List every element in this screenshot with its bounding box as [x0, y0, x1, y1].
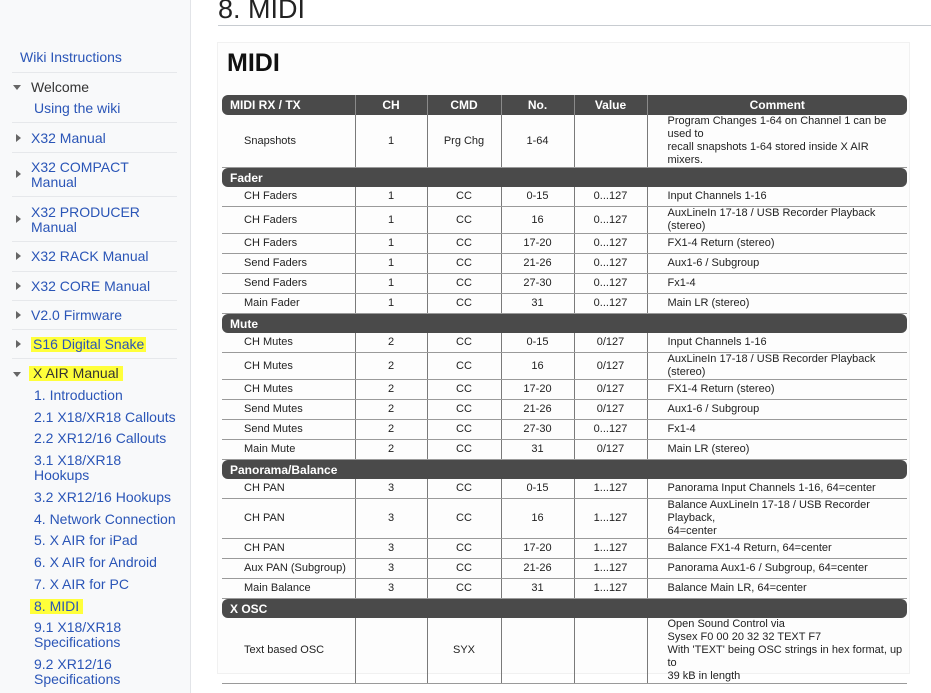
cell-no: 31: [501, 440, 574, 460]
midi-table: [222, 95, 907, 684]
cell-no: 16: [501, 207, 574, 234]
cell-ch: 2: [355, 353, 427, 380]
sidebar-link-xair-midi[interactable]: 8. MIDI: [30, 599, 83, 614]
cell-cmd: SYX: [427, 618, 501, 684]
cell-no: 0-15: [501, 333, 574, 353]
cell-ch: 3: [355, 479, 427, 499]
cell-name: Aux PAN (Subgroup): [222, 559, 355, 579]
cell-cmd: CC: [427, 187, 501, 207]
cell-cmd: CC: [427, 420, 501, 440]
cell-comment: [647, 115, 907, 168]
cell-ch: 2: [355, 333, 427, 353]
sidebar-link-xair-spec-x18[interactable]: 9.1 X18/XR18: [34, 619, 122, 635]
table-row: [222, 420, 907, 440]
table-header-row: [222, 95, 907, 115]
cell-value: 1...127: [574, 579, 647, 599]
col-header-no: No.: [501, 95, 574, 115]
expand-right-icon[interactable]: [16, 282, 21, 290]
table-row: [222, 207, 907, 234]
cell-no: 31: [501, 579, 574, 599]
cell-comment: Fx1-4: [647, 420, 907, 440]
cell-no: 31: [501, 294, 574, 314]
comment-line: Open Sound Control via: [667, 618, 785, 630]
cell-name: Send Mutes: [222, 420, 355, 440]
cell-comment: Balance FX1-4 Return, 64=center: [647, 539, 907, 559]
comment-line: recall snapshots 1-64 stored inside X AIR mixers.: [667, 141, 869, 166]
cell-value: 0/127: [574, 380, 647, 400]
cell-value: 0...127: [574, 274, 647, 294]
cell-comment: Balance Main LR, 64=center: [647, 579, 907, 599]
cell-value: 0...127: [574, 234, 647, 254]
col-header-value: Value: [574, 95, 647, 115]
sidebar-divider: [12, 241, 177, 242]
cell-cmd: CC: [427, 294, 501, 314]
table-row: [222, 294, 907, 314]
cell-name: CH Mutes: [222, 333, 355, 353]
expand-right-icon[interactable]: [16, 170, 21, 178]
sidebar-divider: [12, 72, 177, 73]
sidebar-link-x32-compact-line2[interactable]: Manual: [31, 174, 77, 190]
sidebar-divider: [12, 122, 177, 123]
cell-name: Text based OSC: [222, 618, 355, 684]
cell-name: Send Mutes: [222, 400, 355, 420]
cell-cmd: CC: [427, 353, 501, 380]
comment-line: 64=center: [667, 525, 717, 537]
cell-name: Main Fader: [222, 294, 355, 314]
cell-cmd: CC: [427, 499, 501, 539]
cell-value: 1...127: [574, 539, 647, 559]
sidebar-link-xair-hookups-x18[interactable]: 3.1 X18/XR18: [34, 452, 122, 468]
cell-cmd: CC: [427, 274, 501, 294]
sidebar-link-wiki-instructions[interactable]: Wiki Instructions: [20, 49, 122, 65]
cell-name: Send Faders: [222, 274, 355, 294]
cell-value: 1...127: [574, 499, 647, 539]
cell-no: 17-20: [501, 380, 574, 400]
cell-value: 1...127: [574, 559, 647, 579]
cell-no: 0-15: [501, 187, 574, 207]
cell-value: 0/127: [574, 333, 647, 353]
comment-line: With 'TEXT' being OSC strings in hex format, up to: [667, 644, 903, 669]
cell-comment: AuxLineIn 17-18 / USB Recorder Playback (stereo): [647, 353, 907, 380]
sidebar-divider: [12, 358, 177, 359]
cell-name: CH Mutes: [222, 380, 355, 400]
cell-name: CH PAN: [222, 499, 355, 539]
cell-cmd: CC: [427, 254, 501, 274]
cell-name: Main Balance: [222, 579, 355, 599]
section-label: Mute: [222, 314, 907, 334]
cell-ch: 3: [355, 539, 427, 559]
cell-name: CH Faders: [222, 207, 355, 234]
cell-name: Snapshots: [222, 115, 355, 168]
sidebar-link-xair-callouts-x18[interactable]: 2.1 X18/XR18 Callouts: [34, 409, 176, 425]
sidebar-link-v2-firmware[interactable]: V2.0 Firmware: [31, 307, 123, 323]
sidebar-link-x32-producer[interactable]: X32 PRODUCER: [31, 204, 140, 220]
cell-ch: 3: [355, 559, 427, 579]
cell-comment: AuxLineIn 17-18 / USB Recorder Playback (stereo): [647, 207, 907, 234]
sidebar-link-xair-spec-xr12-line2[interactable]: Specifications: [34, 671, 121, 687]
sidebar-item-xair-manual[interactable]: X AIR Manual: [29, 366, 123, 381]
cell-ch: 1: [355, 207, 427, 234]
cell-no: 21-26: [501, 400, 574, 420]
section-label: Fader: [222, 168, 907, 188]
sidebar-link-xair-intro[interactable]: 1. Introduction: [34, 387, 123, 403]
cell-ch: 1: [355, 274, 427, 294]
section-row-fader: [222, 168, 907, 188]
table-row: [222, 380, 907, 400]
expand-down-icon[interactable]: [13, 372, 21, 377]
cell-ch: 1: [355, 254, 427, 274]
expand-right-icon[interactable]: [16, 215, 21, 223]
cell-ch: 1: [355, 115, 427, 168]
sidebar-link-xair-hookups-x18-line2[interactable]: Hookups: [34, 467, 90, 483]
table-row: [222, 579, 907, 599]
col-header-cmd: CMD: [427, 95, 501, 115]
cell-name: CH PAN: [222, 539, 355, 559]
cell-ch: 2: [355, 400, 427, 420]
midi-document-image: [217, 42, 910, 682]
cell-no: 27-30: [501, 274, 574, 294]
sidebar-nav: [0, 0, 191, 693]
section-row-mute: [222, 314, 907, 334]
cell-cmd: CC: [427, 234, 501, 254]
cell-name: Send Faders: [222, 254, 355, 274]
table-row: [222, 274, 907, 294]
cell-value: 0...127: [574, 187, 647, 207]
cell-ch: 2: [355, 440, 427, 460]
cell-value: 0...127: [574, 207, 647, 234]
cell-cmd: CC: [427, 400, 501, 420]
cell-ch: 1: [355, 234, 427, 254]
cell-comment: Main LR (stereo): [647, 440, 907, 460]
cell-cmd: CC: [427, 479, 501, 499]
expand-right-icon[interactable]: [16, 252, 21, 260]
sidebar-divider: [12, 196, 177, 197]
cell-cmd: CC: [427, 207, 501, 234]
cell-name: CH PAN: [222, 479, 355, 499]
cell-cmd: Prg Chg: [427, 115, 501, 168]
section-row-x-osc: [222, 599, 907, 619]
cell-comment: Main LR (stereo): [647, 294, 907, 314]
page-title: 8. MIDI: [218, 0, 306, 24]
title-divider: [218, 25, 931, 26]
cell-comment: [647, 499, 907, 539]
cell-no: 27-30: [501, 420, 574, 440]
cell-cmd: CC: [427, 333, 501, 353]
cell-name: CH Mutes: [222, 353, 355, 380]
sidebar-link-xair-spec-xr12[interactable]: 9.2 XR12/16: [34, 656, 112, 672]
table-row: [222, 618, 907, 684]
cell-no: 17-20: [501, 539, 574, 559]
cell-value: 0...127: [574, 420, 647, 440]
col-header-comment: Comment: [647, 95, 907, 115]
cell-name: CH Faders: [222, 187, 355, 207]
expand-right-icon[interactable]: [16, 134, 21, 142]
cell-no: [501, 618, 574, 684]
cell-cmd: CC: [427, 380, 501, 400]
sidebar-divider: [12, 152, 177, 153]
cell-comment: Aux1-6 / Subgroup: [647, 254, 907, 274]
cell-no: 17-20: [501, 234, 574, 254]
comment-line: Sysex F0 00 20 32 32 TEXT F7: [667, 631, 822, 643]
section-label: X OSC: [222, 599, 907, 619]
cell-no: 0-15: [501, 479, 574, 499]
cell-ch: 2: [355, 420, 427, 440]
cell-ch: 3: [355, 579, 427, 599]
sidebar-link-using-wiki[interactable]: Using the wiki: [34, 100, 121, 116]
cell-comment: Input Channels 1-16: [647, 187, 907, 207]
cell-value: 0...127: [574, 254, 647, 274]
sidebar-divider: [12, 271, 177, 272]
table-row: [222, 400, 907, 420]
cell-name: CH Faders: [222, 234, 355, 254]
sidebar-link-x32-compact[interactable]: X32 COMPACT: [31, 159, 129, 175]
doc-heading: MIDI: [227, 49, 280, 77]
expand-right-icon[interactable]: [16, 311, 21, 319]
cell-comment: Fx1-4: [647, 274, 907, 294]
comment-line: Program Changes 1-64 on Channel 1 can be used to: [667, 115, 887, 140]
table-row: [222, 353, 907, 380]
cell-cmd: CC: [427, 579, 501, 599]
cell-cmd: CC: [427, 559, 501, 579]
cell-cmd: CC: [427, 440, 501, 460]
table-row: [222, 440, 907, 460]
cell-ch: 2: [355, 380, 427, 400]
sidebar-link-xair-pc[interactable]: 7. X AIR for PC: [34, 576, 129, 592]
cell-no: 16: [501, 353, 574, 380]
cell-comment: Panorama Input Channels 1-16, 64=center: [647, 479, 907, 499]
expand-right-icon[interactable]: [16, 340, 21, 348]
sidebar-divider: [12, 300, 177, 301]
cell-value: 1...127: [574, 479, 647, 499]
table-row: [222, 187, 907, 207]
table-row: [222, 499, 907, 539]
sidebar-link-xair-android[interactable]: 6. X AIR for Android: [34, 554, 157, 570]
cell-value: [574, 618, 647, 684]
cell-value: 0...127: [574, 294, 647, 314]
sidebar-link-xair-network[interactable]: 4. Network Connection: [34, 511, 176, 527]
col-header-midi: MIDI RX / TX: [222, 95, 355, 115]
cell-value: 0/127: [574, 440, 647, 460]
col-header-ch: CH: [355, 95, 427, 115]
table-row: [222, 479, 907, 499]
sidebar-link-x32-manual[interactable]: X32 Manual: [31, 130, 106, 146]
table-row: [222, 559, 907, 579]
cell-ch: [355, 618, 427, 684]
expand-down-icon[interactable]: [13, 85, 21, 90]
cell-comment: FX1-4 Return (stereo): [647, 380, 907, 400]
cell-no: 21-26: [501, 254, 574, 274]
sidebar-link-x32-producer-line2[interactable]: Manual: [31, 219, 77, 235]
cell-value: 0/127: [574, 400, 647, 420]
table-row: [222, 115, 907, 168]
comment-line: Balance AuxLineIn 17-18 / USB Recorder Playback,: [667, 499, 870, 524]
table-row: [222, 234, 907, 254]
section-row-panorama: [222, 460, 907, 480]
cell-comment: Aux1-6 / Subgroup: [647, 400, 907, 420]
sidebar-item-welcome[interactable]: Welcome: [31, 79, 90, 95]
cell-value: [574, 115, 647, 168]
sidebar-divider: [12, 329, 177, 330]
cell-value: 0/127: [574, 353, 647, 380]
cell-no: 21-26: [501, 559, 574, 579]
table-row: [222, 539, 907, 559]
sidebar-link-x32-core[interactable]: X32 CORE Manual: [31, 278, 151, 294]
cell-no: 16: [501, 499, 574, 539]
cell-ch: 1: [355, 294, 427, 314]
sidebar-link-x32-rack[interactable]: X32 RACK Manual: [31, 248, 149, 264]
cell-cmd: CC: [427, 539, 501, 559]
table-row: [222, 333, 907, 353]
sidebar-link-xair-ipad[interactable]: 5. X AIR for iPad: [34, 532, 138, 548]
section-label: Panorama/Balance: [222, 460, 907, 480]
cell-no: 1-64: [501, 115, 574, 168]
cell-ch: 1: [355, 187, 427, 207]
sidebar-link-s16[interactable]: S16 Digital Snake: [33, 336, 145, 352]
sidebar-link-xair-hookups-xr12[interactable]: 3.2 XR12/16 Hookups: [34, 489, 171, 505]
sidebar-link-xair-callouts-xr12[interactable]: 2.2 XR12/16 Callouts: [34, 430, 167, 446]
cell-comment: [647, 618, 907, 684]
sidebar-link-xair-spec-x18-line2[interactable]: Specifications: [34, 634, 121, 650]
cell-comment: FX1-4 Return (stereo): [647, 234, 907, 254]
comment-line: 39 kB in length: [667, 670, 741, 682]
cell-ch: 3: [355, 499, 427, 539]
cell-comment: Input Channels 1-16: [647, 333, 907, 353]
cell-name: Main Mute: [222, 440, 355, 460]
table-row: [222, 254, 907, 274]
cell-comment: Panorama Aux1-6 / Subgroup, 64=center: [647, 559, 907, 579]
